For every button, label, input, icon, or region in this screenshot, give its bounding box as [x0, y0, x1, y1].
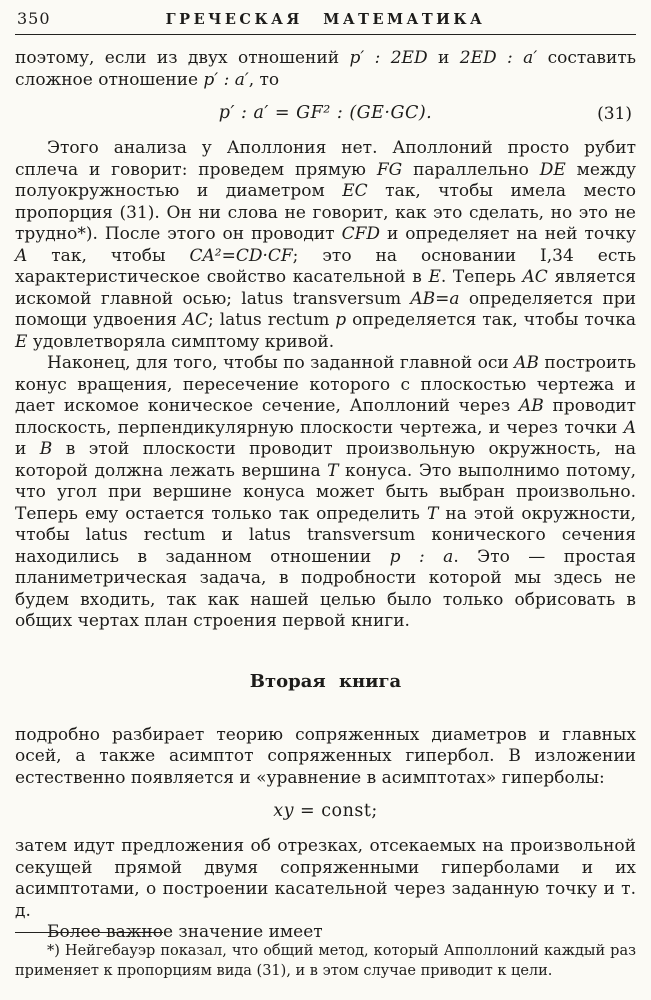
math-inline: p	[335, 310, 347, 330]
formula-31-expression	[219, 103, 432, 123]
math-inline: AB	[514, 353, 539, 373]
page-number: 350	[17, 9, 51, 28]
text-run: Этого анализа у Аполлония нет. Аполлоний просто рубит сплеча и говорит: проведем прямую	[15, 138, 636, 180]
paragraph-apollonius-construction	[15, 138, 636, 353]
math-inline: p′ : a′	[203, 69, 249, 90]
text-run: затем идут предложения об отрезках, отсекаемых на произвольной секущей прямой двумя сопряженными гиперболами и их асимптотами, о построении касательной через заданную точку и т. д.	[15, 836, 636, 921]
text-run: и определяет на ней точку	[380, 224, 636, 244]
footnote-text	[15, 942, 636, 981]
text-run: ; это на основании I,34 есть характеристическое свойство касательной в	[15, 245, 636, 287]
math-inline: AC	[182, 310, 209, 330]
text-run: ; latus rectum	[208, 310, 336, 330]
math-inline: AC	[522, 267, 548, 287]
text-run: конуса. Это выполнимо потому, что угол при вершине конуса может быть выбран произвольно. Теперь ему остается только так определить	[15, 460, 637, 524]
text-run: Более важное значение имеет	[47, 922, 323, 942]
text-run: . Теперь	[440, 267, 523, 287]
formula-xy-expression	[273, 801, 378, 821]
math-inline: xy	[273, 801, 294, 821]
text-run: и	[427, 48, 460, 68]
math-inline: p′ : a′ = GF² : (GE·GC).	[218, 103, 433, 123]
text-run: подробно разбирает теорию сопряженных диаметров и главных осей, а также асимптот сопряженных гипербол. В изложении естественно появляется и «уравнение в асимптотах» гиперболы:	[15, 724, 636, 788]
text-run: параллельно	[402, 159, 540, 180]
text-run: на этой окружности, чтобы latus rectum и latus transversum конического сечения находились в заданном отношении	[15, 503, 636, 567]
text-run: определяется при помощи удвоения	[15, 288, 637, 330]
math-inline: B	[39, 439, 53, 459]
math-inline: FG	[376, 159, 403, 180]
text-run: определяется так, чтобы точка	[346, 310, 636, 330]
text-run: Наконец, для того, чтобы по заданной главной оси	[47, 353, 515, 373]
text-run: проводит плоскость, перпендикулярную плоскости чертежа, и через точки	[15, 396, 636, 438]
section-heading-second-book: Вторая книга	[249, 670, 402, 692]
text-run: является искомой главной осью; latus transversum	[15, 267, 636, 309]
paragraph-ratio-composition	[15, 48, 636, 91]
math-inline: AB=a	[410, 288, 460, 309]
paragraph-cone-construction	[15, 353, 636, 633]
formula-xy-const	[15, 799, 636, 823]
text-run: . Это — простая планиметрическая задача, в подробности которой мы здесь не будем входить, так как нашей целью было только обрисовать в общих чертах план строения первой книги.	[15, 546, 636, 631]
math-inline: A	[623, 417, 636, 438]
math-inline: T	[426, 503, 439, 524]
equation-number-31: (31)	[597, 104, 632, 124]
text-run: составить сложное отношение	[15, 48, 636, 90]
header-rule	[15, 34, 636, 35]
math-inline: DE	[539, 159, 566, 180]
math-inline: AB	[518, 396, 544, 416]
text-run: так, чтобы	[27, 245, 190, 266]
math-inline: p : a	[389, 546, 454, 567]
text-run: удовлетворяла симптому кривой.	[27, 331, 335, 352]
math-inline: E	[428, 267, 441, 287]
paragraph-propositions	[15, 836, 636, 922]
text-run: , то	[248, 69, 280, 90]
footnote-block	[15, 932, 636, 981]
math-inline: CFD	[341, 224, 380, 244]
math-inline: p′ : 2ED	[349, 48, 428, 68]
running-title: ГРЕЧЕСКАЯ МАТЕМАТИКА	[165, 11, 486, 28]
paragraph-second-book-intro	[15, 725, 636, 790]
math-inline: E	[15, 331, 28, 352]
page-header	[15, 9, 636, 31]
text-run: в этой плоскости проводит произвольную окружность, на которой должна лежать вершина	[15, 439, 636, 481]
text-run: так, чтобы имела место пропорция (31). Он ни слова не говорит, как это сделать, но это не трудно*). После этого он проводит	[15, 181, 636, 244]
text-run: *) Нейгебауэр показал, что общий метод, который Апполлоний каждый раз применяет к пропорциям вида (31), и в этом случае приводит к цели.	[15, 943, 636, 979]
math-inline: A	[15, 245, 28, 266]
page-body	[15, 48, 636, 944]
text-run: построить конус вращения, пересечение которого с плоскостью чертежа и дает искомое коническое сечение, Аполлоний через	[15, 353, 636, 416]
math-inline: T	[327, 460, 339, 481]
text-run: между полуокружностью и диаметром	[15, 159, 636, 201]
math-inline: 2ED : a′	[459, 48, 538, 68]
text-run: = const;	[293, 801, 378, 821]
formula-31	[15, 101, 636, 125]
math-inline: EC	[342, 181, 368, 201]
math-inline: CA²=CD·CF	[189, 245, 293, 266]
footnote-rule	[15, 932, 163, 933]
text-run: и	[15, 439, 40, 459]
text-run: поэтому, если из двух отношений	[15, 48, 350, 68]
